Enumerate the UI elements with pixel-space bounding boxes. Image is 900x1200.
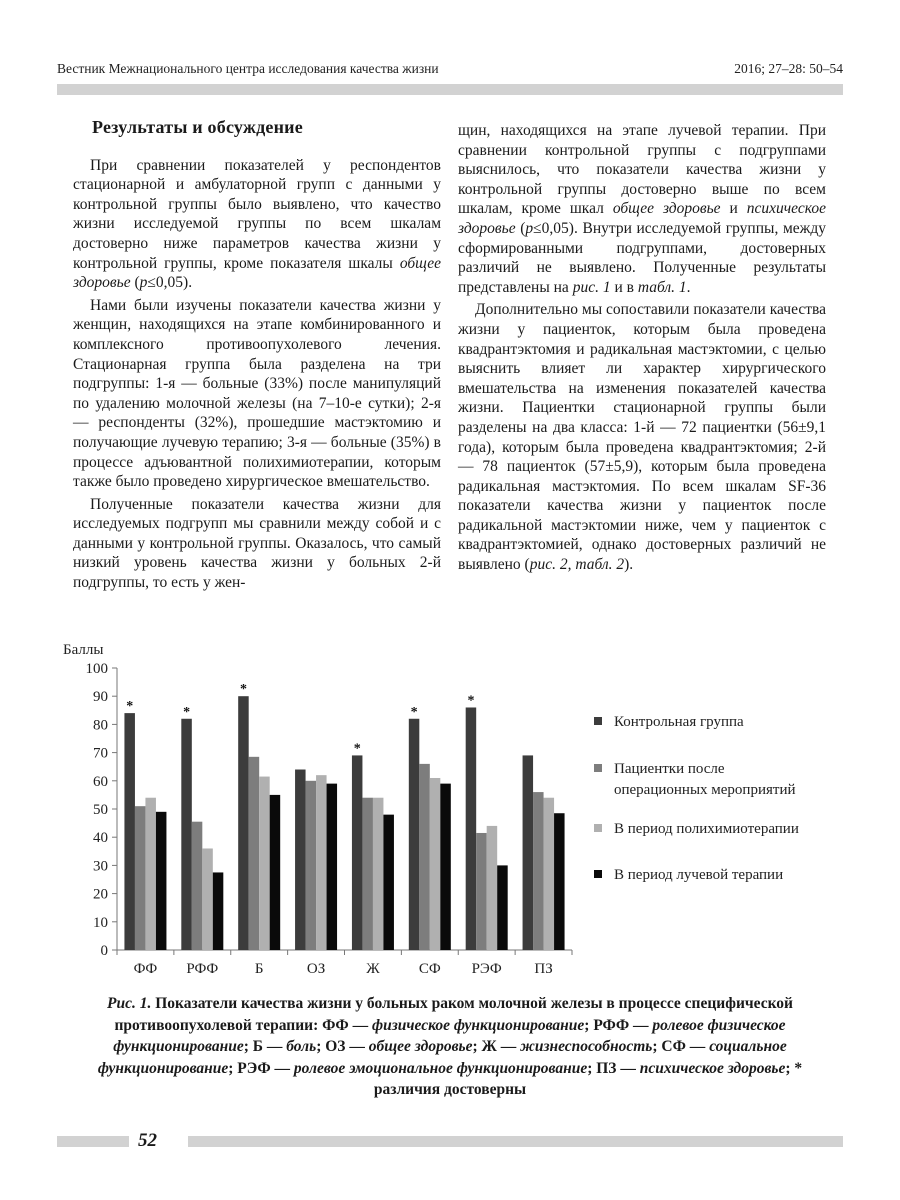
y-axis-label: Баллы: [63, 642, 104, 658]
italic-text: ролевое эмоциональное функционирование: [293, 1059, 588, 1077]
bar: [497, 865, 508, 950]
bar: [181, 719, 192, 950]
bar: [533, 792, 544, 950]
italic-text: рис. 1: [572, 278, 611, 296]
paragraph: Полученные показатели качества жизни для исследуемых подгрупп мы сравнили между собой и с данными у контрольной группы. Оказалось, что самый низкий уровень качества жизни у больных 2-й подгруппы, то есть у жен-: [73, 495, 441, 592]
paragraph: Нами были изучены показатели качества жизни у женщин, находящихся на этапе комбинированного и комплексного противоопухолевого лечения. Стационарная группа была разделена на три подгруппы: 1-я — больные (33%) после манипуляций по удалению молочной железы (на 7–10-е сутки); 2-я — респонденты (32%), прошедшие мастэктомию и получающие лучевую терапию; 3-я — больные (35%) в процессе адъювантной полихимиотерапии, которым также было проведено хирургическое вмешательство.: [73, 296, 441, 491]
significance-marker: *: [183, 704, 191, 720]
legend-entry: Контрольная группа: [614, 714, 744, 730]
bar: [306, 781, 317, 950]
italic-text: социальное функционирование: [97, 1038, 787, 1077]
legend-entry: В период лучевой терапии: [614, 867, 784, 883]
legend-entry-line: операционных мероприятий: [614, 782, 796, 798]
bar: [135, 806, 146, 950]
bar: [316, 775, 327, 950]
bar: [419, 764, 430, 950]
x-tick-label: Ж: [366, 961, 380, 977]
y-tick-label: 10: [93, 914, 108, 931]
legend-swatch: [594, 824, 602, 832]
bar: [270, 795, 281, 950]
x-tick-label: РФФ: [186, 961, 219, 977]
page-number: 52: [138, 1130, 157, 1151]
bar: [156, 812, 167, 950]
bar: [440, 784, 451, 950]
legend-entry: В период полихимиотерапии: [614, 821, 799, 837]
italic-text: жизнеспособность: [520, 1038, 653, 1055]
paragraph: При сравнении показателей у респондентов стационарной и амбулаторной групп с данными у контрольной группы было выявлено, что качество жизни исследуемой группы по всем шкалам достоверно ниже параметров качества жизни у контрольной группы, кроме показателя шкалы общее здоровье (p≤0,05).: [73, 156, 441, 292]
bar: [476, 833, 487, 950]
bar: [554, 813, 565, 950]
significance-marker: *: [353, 741, 361, 757]
y-tick-label: 30: [93, 858, 108, 875]
bar: [383, 815, 394, 950]
section-title: Результаты и обсуждение: [92, 117, 303, 137]
bar: [523, 755, 534, 950]
legend-entry: [614, 761, 796, 798]
y-tick-label: 80: [93, 717, 108, 734]
bar: [145, 798, 156, 950]
bar: [202, 848, 213, 950]
bar: [544, 798, 555, 950]
significance-marker: *: [239, 682, 247, 698]
bar: [249, 757, 260, 950]
italic-text: p: [525, 219, 534, 237]
italic-text: психическое здоровье: [639, 1059, 786, 1077]
bar: [466, 707, 477, 950]
bar: [238, 696, 249, 950]
y-tick-label: 100: [85, 661, 108, 677]
x-tick-label: Б: [254, 961, 264, 977]
left-text-column: [73, 118, 441, 596]
figure-1-chart: [57, 640, 857, 990]
legend-entry-line: Пациентки после: [614, 761, 725, 777]
paragraph: щин, находящихся на этапе лучевой терапии. При сравнении контрольной группы с подгруппами выяснилось, что показатели качества жизни у контрольной группы достоверно выше по всем шкалам, кроме шкал общее здоровье и психическое здоровье (p≤0,05). Внутри исследуемой группы, между сформированными подгруппами, достоверных различий не выявлено. Полученные результаты представлены на рис. 1 и в табл. 1.: [458, 122, 826, 296]
bar-chart: [57, 640, 857, 990]
x-tick-label: ФФ: [133, 961, 158, 977]
header-rule: [57, 84, 843, 95]
x-tick-label: ОЗ: [306, 961, 326, 977]
bar: [124, 713, 135, 950]
italic-text: боль: [286, 1038, 317, 1055]
bar: [362, 798, 373, 950]
italic-text: Рис. 1.: [107, 995, 152, 1012]
y-tick-label: 40: [93, 830, 108, 847]
bar: [409, 719, 420, 950]
bar: [352, 755, 363, 950]
x-tick-label: ПЗ: [534, 961, 553, 977]
y-tick-label: 90: [93, 689, 108, 706]
y-tick-label: 0: [100, 943, 108, 959]
italic-text: ролевое физическое функционирование: [113, 1016, 786, 1055]
x-tick-label: РЭФ: [471, 961, 502, 977]
right-text-column: [458, 121, 826, 578]
italic-text: p: [139, 274, 148, 292]
footer-rule-right: [188, 1136, 843, 1147]
bar: [487, 826, 498, 950]
italic-text: рис. 2, табл. 2: [529, 556, 625, 574]
bar: [295, 770, 306, 950]
issue-reference: 2016; 27–28: 50–54: [734, 61, 843, 76]
footer-rule-left: [57, 1136, 129, 1147]
y-tick-label: 50: [93, 802, 108, 818]
legend-swatch: [594, 764, 602, 772]
italic-text: общее здоровье: [368, 1038, 473, 1055]
legend-swatch: [594, 717, 602, 725]
bar: [327, 784, 338, 950]
x-tick-label: СФ: [418, 961, 441, 977]
italic-text: общее здоровье: [73, 254, 441, 292]
italic-text: психическое здоровье: [458, 200, 826, 237]
y-tick-label: 20: [93, 886, 108, 903]
legend-swatch: [594, 870, 602, 878]
journal-title: Вестник Межнационального центра исследования качества жизни: [57, 61, 439, 76]
paragraph: Дополнительно мы сопоставили показатели качества жизни у пациенток, которым была проведена квадрантэктомия и радикальная мастэктомии, с целью выяснить влияет ли характер хирургического вмешательства на изменения показателей качества жизни. Пациентки стационарной группы были разделены на два класса: 1-й — 72 пациентки (56±9,1 года), которым была проведена квадрантэктомия; 2-й — 78 пациенток (57±5,9), которым была проведена радикальная мастэктомия. По всем шкалам SF-36 показатели качества жизни у пациенток после радикальной мастэктомии ниже, чем у пациенток с квадрантэктомией, однако достоверных различий не выявлено (рис. 2, табл. 2).: [458, 301, 826, 574]
significance-marker: *: [126, 699, 134, 715]
bar: [430, 778, 441, 950]
italic-text: общее здоровье: [612, 200, 721, 218]
italic-text: табл. 1: [637, 278, 687, 296]
significance-marker: *: [467, 693, 475, 709]
bar: [213, 872, 224, 950]
bar: [373, 798, 384, 950]
y-tick-label: 70: [93, 745, 108, 762]
bar: [259, 777, 270, 950]
bar: [192, 822, 203, 950]
y-tick-label: 60: [93, 773, 108, 790]
figure-caption: Рис. 1. Показатели качества жизни у больных раком молочной железы в процессе специфической противоопухолевой терапии: ФФ — физическое функционирование; РФФ — ролевое физическое функционирование; Б — боль; ОЗ — общее здоровье; Ж — жизнеспособность; СФ — социальное функционирование; РЭФ — ролевое эмоциональное функционирование; ПЗ — психическое здоровье; * различия достоверны: [97, 995, 803, 1098]
italic-text: физическое функционирование: [372, 1016, 585, 1034]
significance-marker: *: [410, 704, 418, 720]
